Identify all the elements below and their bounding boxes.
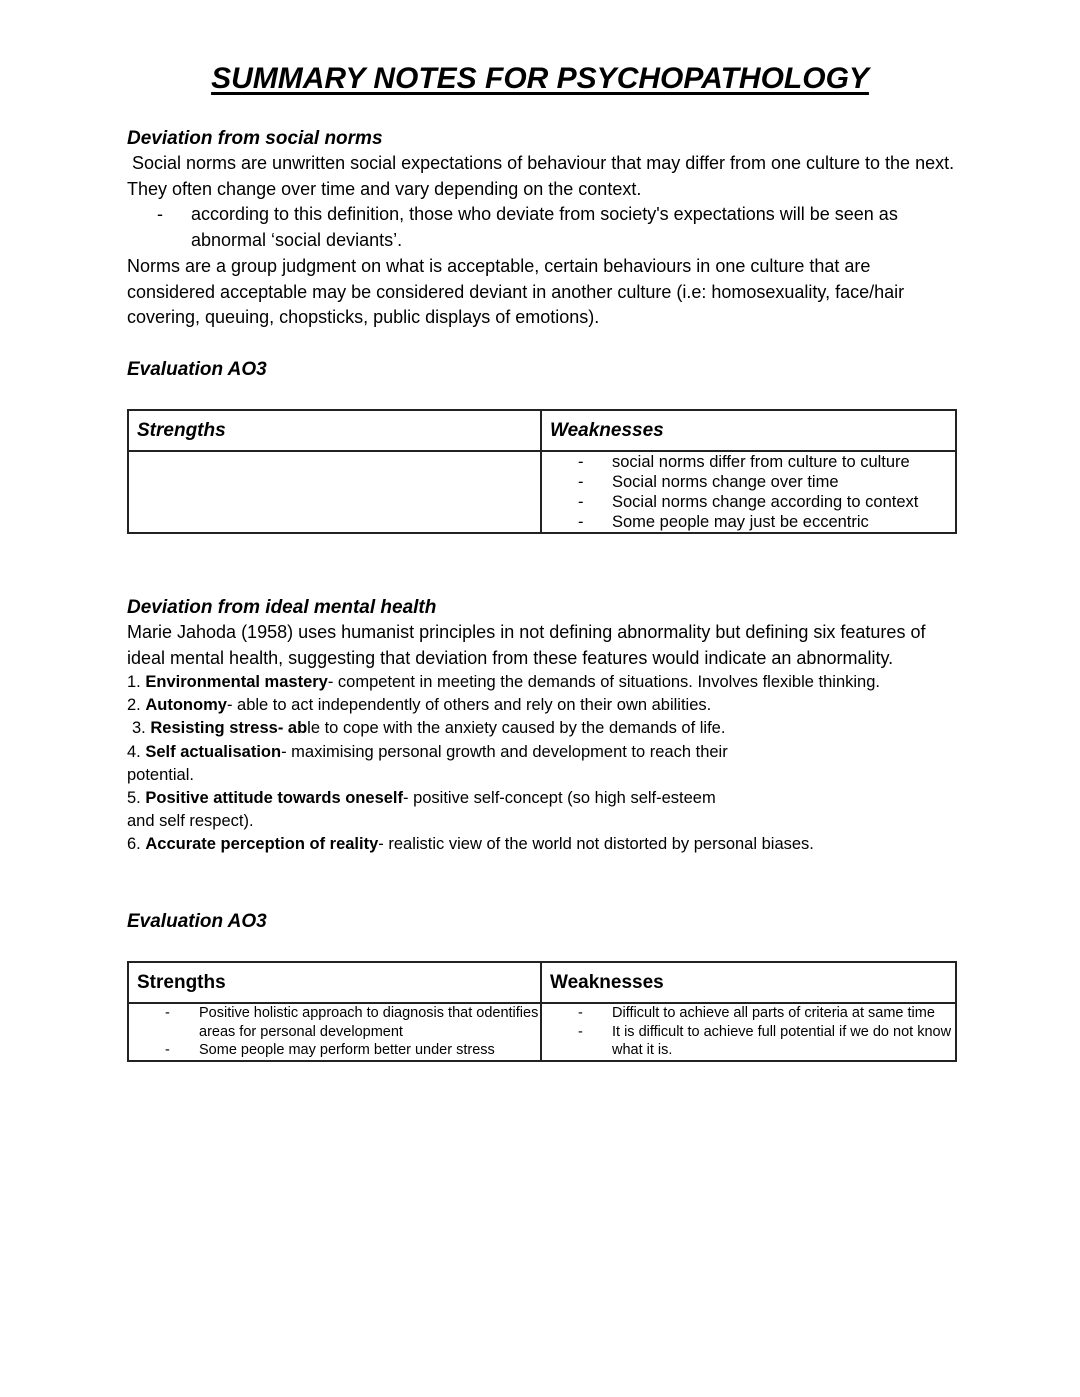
weaknesses-header: Weaknesses [541, 962, 956, 1003]
list-item: 5. Positive attitude towards oneself- positive self-concept (so high self-esteem [127, 789, 716, 808]
list-item: 2. Autonomy- able to act independently of others and rely on their own abilities. [127, 696, 712, 715]
strengths-cell [128, 1003, 541, 1061]
weaknesses-list [542, 1004, 955, 1060]
weaknesses-cell [541, 1003, 956, 1061]
section-paragraph: Norms are a group judgment on what is acceptable, certain behaviours in one culture that are considered acceptable may be considered deviant in another culture (i.e: homosexuality, face/hair covering, queuing, chopsticks, public displays of emotions). [127, 256, 905, 327]
strengths-list [129, 1004, 540, 1060]
list-item: - Social norms change according to context [578, 493, 919, 511]
dash-marker: - [157, 204, 163, 224]
list-item: 4. Self actualisation- maximising personal growth and development to reach their [127, 742, 728, 761]
section-intro: Social norms are unwritten social expectations of behaviour that may differ from one culture to the next. They often change over time and vary depending on the context. [127, 153, 955, 199]
weaknesses-cell [541, 451, 956, 533]
section-ideal-mental-health [127, 596, 957, 857]
evaluation-heading: Evaluation AO3 [127, 911, 267, 932]
evaluation-heading: Evaluation AO3 [127, 359, 267, 380]
features-list [127, 671, 957, 857]
list-item: 6. Accurate perception of reality- realistic view of the world not distorted by personal biases. [127, 835, 814, 854]
list-item: - Social norms change over time [578, 473, 839, 491]
weaknesses-header: Weaknesses [541, 410, 956, 451]
strengths-header: Strengths [128, 962, 541, 1003]
evaluation-table [127, 961, 957, 1062]
list-item: - Positive holistic approach to diagnosis that odentifies areas for personal development [165, 1005, 539, 1040]
list-item: - It is difficult to achieve full potential if we do not know what it is. [578, 1023, 952, 1058]
bullet-item [127, 202, 957, 253]
section-intro: Marie Jahoda (1958) uses humanist principles in not defining abnormality but defining six features of ideal mental health, suggesting that deviation from these features would indicate an abnormality. [127, 622, 926, 668]
list-item: 1. Environmental mastery- competent in meeting the demands of situations. Involves flexible thinking. [127, 673, 880, 691]
weaknesses-list [542, 452, 955, 532]
list-item: - Some people may perform better under stress [165, 1042, 495, 1058]
list-item: potential. [127, 765, 194, 784]
list-item: - Difficult to achieve all parts of criteria at same time [578, 1005, 935, 1021]
list-item: 3. Resisting stress- able to cope with the anxiety caused by the demands of life. [132, 719, 726, 738]
list-item: - Some people may just be eccentric [578, 513, 869, 531]
evaluation-table [127, 409, 957, 534]
page-title: SUMMARY NOTES FOR PSYCHOPATHOLOGY [211, 62, 869, 95]
strengths-cell [128, 451, 541, 533]
list-item: - social norms differ from culture to culture [578, 453, 910, 471]
list-item: and self respect). [127, 812, 254, 831]
bullet-text: according to this definition, those who deviate from society's expectations will be seen as abnormal ‘social deviants’. [191, 204, 898, 250]
section-heading: Deviation from social norms [127, 128, 383, 149]
section-social-norms [127, 127, 957, 331]
section-heading: Deviation from ideal mental health [127, 597, 437, 618]
strengths-header: Strengths [128, 410, 541, 451]
